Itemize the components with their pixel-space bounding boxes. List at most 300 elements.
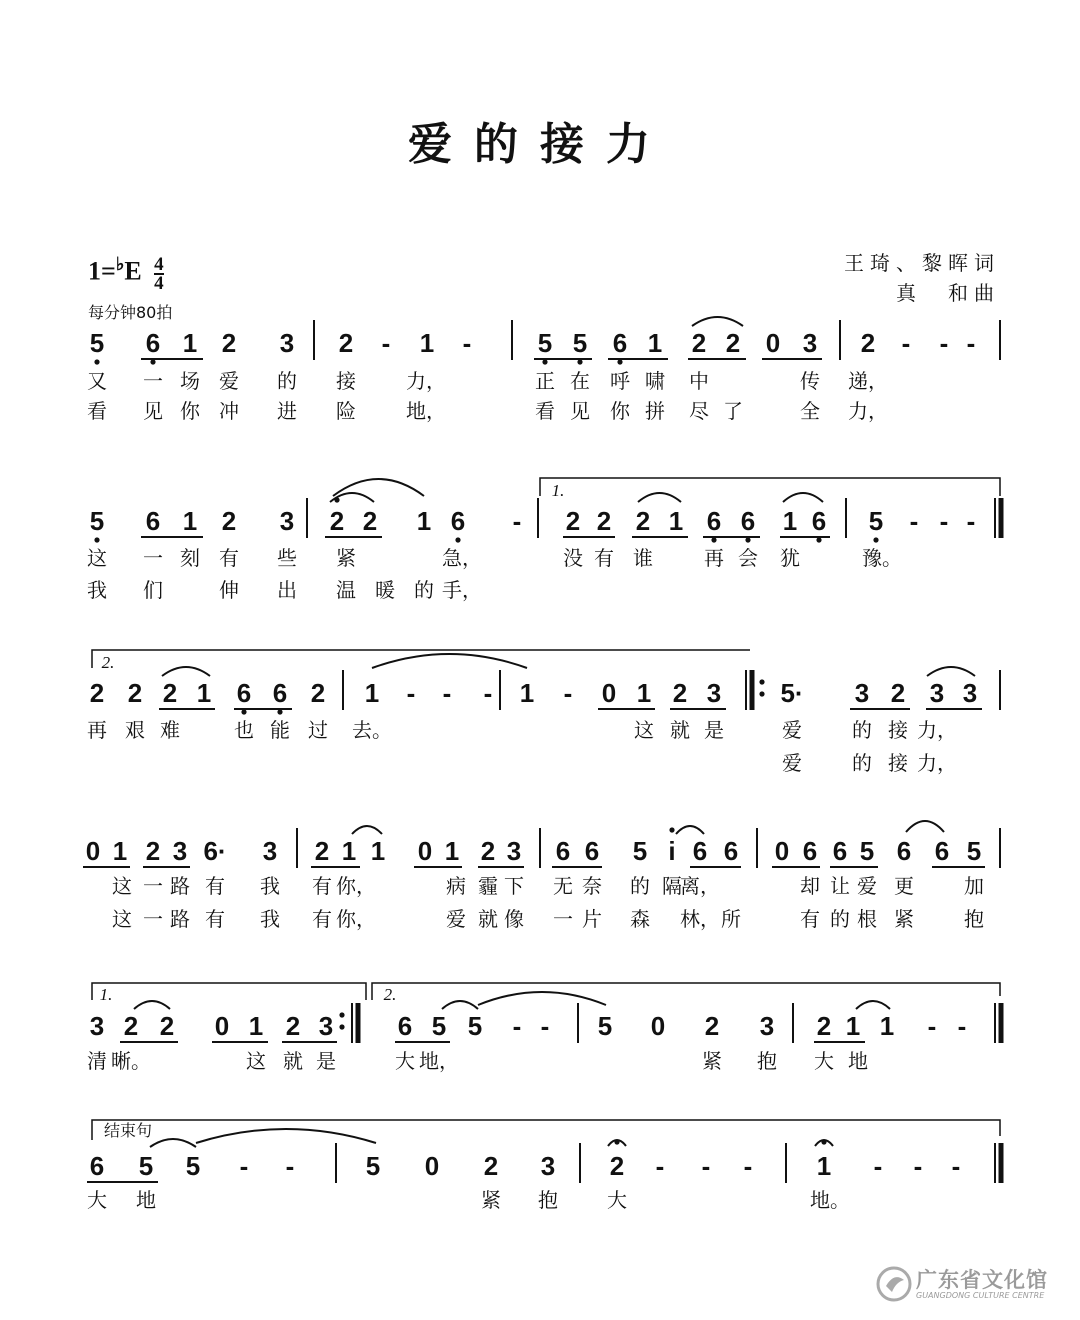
lyric-verse2: 的 — [852, 751, 872, 775]
sys5-note: - — [540, 1011, 550, 1041]
sys2-note: 2 — [635, 506, 651, 536]
lyric-verse1: 无 — [553, 874, 573, 898]
lyric-verse2: 温 — [336, 578, 356, 602]
lyric-verse1: 霾 — [478, 874, 498, 898]
lyric-verse2: 爱 — [446, 907, 466, 931]
volta-label-1: 1. — [551, 481, 565, 500]
lyric-verse2: 的 — [830, 907, 850, 931]
lyric-verse1: 再 — [87, 718, 107, 742]
sys1-note: 6 — [612, 328, 628, 358]
song-title: 爱的接力 — [408, 119, 672, 170]
sys4-note: 2 — [145, 836, 161, 866]
sys2-note: - — [966, 506, 976, 536]
lyric-verse1: 奈 — [582, 874, 602, 898]
lyric-verse1: 难 — [160, 718, 180, 742]
sys2-note: 5 — [89, 506, 105, 536]
lyric-verse2: 森 — [630, 907, 650, 931]
sys5-note: 3 — [318, 1011, 334, 1041]
sys2-note: 1 — [416, 506, 432, 536]
lyric-verse1: 啸 — [645, 369, 665, 393]
sys4-note: 3 — [262, 836, 278, 866]
lyric-verse1: 你， — [336, 874, 376, 898]
lyric-verse1: 力， — [917, 718, 957, 742]
lyric-verse1: 大 — [814, 1049, 834, 1073]
sys1-note: 1 — [182, 328, 198, 358]
lyric-verse2: 们 — [143, 578, 163, 602]
time-numerator: 4 — [154, 253, 164, 275]
sys6-note: 2 — [483, 1151, 499, 1181]
flat-sign: ♭ — [115, 254, 125, 274]
lyric-verse2: 我 — [260, 907, 280, 931]
lyric-verse1: 会 — [738, 546, 758, 570]
lyric-verse1: 是 — [316, 1049, 336, 1073]
sys4-note: 3 — [506, 836, 522, 866]
slur — [162, 667, 210, 676]
sys2-note: 1 — [668, 506, 684, 536]
sys3-note: 3 — [854, 678, 870, 708]
sys4-note: 6· — [203, 836, 227, 866]
sys3-note: 2 — [672, 678, 688, 708]
sys2-note: - — [909, 506, 919, 536]
watermark-text: 广东省文化馆 — [916, 1268, 1048, 1292]
lyric-verse1: 病 — [446, 874, 466, 898]
sys3-note: 1 — [196, 678, 212, 708]
lyric-verse1: 能 — [270, 718, 290, 742]
volta-label-2: 2. — [101, 653, 115, 672]
octave-dot — [94, 359, 99, 364]
lyric-verse1: 的 — [277, 369, 297, 393]
lyric-verse1: 一 — [143, 369, 163, 393]
sys3-note: 6 — [236, 678, 252, 708]
lyric-verse1: 正 — [535, 369, 555, 393]
sys5-note: 1 — [879, 1011, 895, 1041]
sys4-note: i — [668, 836, 676, 866]
sys4-note: 2 — [480, 836, 496, 866]
lyric-verse2: 有 — [205, 907, 225, 931]
sys2-note: 2 — [221, 506, 237, 536]
octave-dot — [669, 827, 674, 832]
lyric-verse2: 一 — [553, 907, 573, 931]
lyric-verse1: 离， — [680, 874, 720, 898]
sys2-note: 5 — [868, 506, 884, 536]
sys3-note: 2 — [127, 678, 143, 708]
lyric-verse2: 出 — [277, 578, 297, 602]
sys5-note: 0 — [214, 1011, 230, 1041]
sys3-note: 0 — [601, 678, 617, 708]
lyric-verse2: 见 — [570, 399, 590, 423]
sys4-note: 1 — [370, 836, 386, 866]
fermata-dot — [821, 1139, 826, 1144]
lyric-verse1: 这 — [634, 718, 654, 742]
sys1-note: 5 — [537, 328, 553, 358]
lyric-verse2: 根 — [857, 907, 877, 931]
sys4-note: 6 — [692, 836, 708, 866]
lyric-verse1: 去。 — [352, 718, 392, 742]
sys4-note: 6 — [896, 836, 912, 866]
sys5-note: 1 — [248, 1011, 264, 1041]
sys5-note: 1 — [845, 1011, 861, 1041]
lyric-verse1: 大 — [87, 1188, 107, 1212]
slur — [783, 493, 823, 502]
sys5-note: 3 — [89, 1011, 105, 1041]
sys3-note: - — [483, 678, 493, 708]
octave-dot — [94, 537, 99, 542]
lyric-verse2: 路 — [170, 907, 190, 931]
sys2-note: 6 — [740, 506, 756, 536]
sys1-note: - — [462, 328, 472, 358]
lyric-verse1: 爱 — [857, 874, 877, 898]
sys5-note: 2 — [816, 1011, 832, 1041]
slur — [442, 1001, 478, 1009]
octave-dot — [617, 359, 622, 364]
lyric-verse2: 冲 — [219, 399, 239, 423]
volta-bracket-4 — [372, 983, 1000, 1000]
lyric-verse1: 有 — [219, 546, 239, 570]
lyric-verse1: 紧 — [336, 546, 356, 570]
sys2-note: 6 — [450, 506, 466, 536]
sys4-note: 0 — [417, 836, 433, 866]
lyric-verse2: 全 — [800, 399, 820, 423]
sys1-note: 3 — [802, 328, 818, 358]
sys4-note: 6 — [934, 836, 950, 866]
lyric-verse2: 我 — [87, 578, 107, 602]
fermata-dot — [614, 1139, 619, 1144]
lyric-verse1: 有 — [594, 546, 614, 570]
lyric-verse1: 大 — [607, 1188, 627, 1212]
sys1-note: 2 — [860, 328, 876, 358]
lyric-verse1: 刻 — [180, 546, 200, 570]
lyric-verse2: 爱 — [782, 751, 802, 775]
sys1-note: - — [939, 328, 949, 358]
lyric-verse1: 加 — [964, 874, 984, 898]
sys4-note: 5 — [632, 836, 648, 866]
sys3-note: 2 — [162, 678, 178, 708]
sys3-note: - — [442, 678, 452, 708]
lyric-verse1: 我 — [260, 874, 280, 898]
coda-bracket — [92, 1120, 1000, 1140]
lyric-verse2: 紧 — [894, 907, 914, 931]
octave-dot — [816, 537, 821, 542]
repeat-dot — [339, 1012, 344, 1017]
octave-dot — [542, 359, 547, 364]
lyric-verse1: 一 — [143, 546, 163, 570]
sys2-note: 1 — [182, 506, 198, 536]
sys1-note: 1 — [419, 328, 435, 358]
sys2-note: - — [939, 506, 949, 536]
sys2-note: 2 — [329, 506, 345, 536]
octave-dot — [711, 537, 716, 542]
sys3-note: 1 — [364, 678, 380, 708]
logo-icon — [874, 1264, 914, 1304]
slur — [478, 992, 606, 1005]
lyric-verse1: 这 — [246, 1049, 266, 1073]
sys4-note: 6 — [802, 836, 818, 866]
lyric-verse1: 地， — [419, 1049, 459, 1073]
sys3-note: 2 — [310, 678, 326, 708]
octave-dot — [577, 359, 582, 364]
lyric-verse2: 接 — [888, 751, 908, 775]
sys2-note: 1 — [782, 506, 798, 536]
slur — [692, 317, 743, 326]
sys4-note: 0 — [85, 836, 101, 866]
slur — [676, 826, 704, 834]
sys4-note: 1 — [444, 836, 460, 866]
sys1-note: 2 — [338, 328, 354, 358]
lyric-verse2: 抱 — [964, 907, 984, 931]
lyric-verse1: 这 — [112, 874, 132, 898]
lyric-verse1: 紧 — [481, 1188, 501, 1212]
lyric-verse1: 就 — [670, 718, 690, 742]
lyric-verse1: 大 — [395, 1049, 415, 1073]
sys1-note: 2 — [725, 328, 741, 358]
sys1-note: 5 — [572, 328, 588, 358]
lyric-verse2: 有 — [312, 907, 332, 931]
slur — [196, 1129, 376, 1143]
lyric-verse1: 爱 — [219, 369, 239, 393]
sys5-note: 3 — [759, 1011, 775, 1041]
sys4-note: 6 — [723, 836, 739, 866]
lyric-verse2: 尽 — [689, 399, 709, 423]
sys2-note: 6 — [811, 506, 827, 536]
sys4-note: 5 — [859, 836, 875, 866]
sys3-note: - — [563, 678, 573, 708]
lyric-verse2: 进 — [277, 399, 297, 423]
lyric-verse2: 所 — [721, 907, 741, 931]
sys3-note: 3 — [962, 678, 978, 708]
sys5-note: - — [512, 1011, 522, 1041]
lyric-verse1: 让 — [830, 874, 850, 898]
lyric-verse2: 手， — [442, 578, 482, 602]
sys3-note: 5· — [780, 678, 804, 708]
sys4-note: 6 — [555, 836, 571, 866]
sys6-note: - — [285, 1151, 295, 1181]
slur — [856, 1001, 890, 1009]
sys5-note: 0 — [650, 1011, 666, 1041]
watermark-logo — [872, 1260, 1072, 1310]
sys1-note: - — [901, 328, 911, 358]
sys5-note: - — [927, 1011, 937, 1041]
lyric-verse1: 有 — [312, 874, 332, 898]
sys1-note: 2 — [691, 328, 707, 358]
lyric-verse1: 些 — [277, 546, 297, 570]
slur — [352, 826, 382, 834]
lyric-verse1: 力， — [406, 369, 446, 393]
lyric-verse2: 这 — [112, 907, 132, 931]
sys2-note: 2 — [596, 506, 612, 536]
sys3-note: 3 — [706, 678, 722, 708]
sys1-note: 0 — [765, 328, 781, 358]
lyric-verse1: 又 — [87, 369, 107, 393]
lyric-verse1: 路 — [170, 874, 190, 898]
lyric-verse1: 犹 — [780, 546, 800, 570]
lyric-verse1: 一 — [143, 874, 163, 898]
slur — [134, 1001, 170, 1009]
sys6-note: - — [951, 1151, 961, 1181]
composer: 真 和曲 — [896, 281, 1000, 305]
sys3-note: 2 — [890, 678, 906, 708]
sys6-note: 1 — [816, 1151, 832, 1181]
lyric-verse1: 清 — [87, 1049, 107, 1073]
sys5-note: 2 — [704, 1011, 720, 1041]
lyric-verse2: 见 — [143, 399, 163, 423]
sys1-note: 2 — [221, 328, 237, 358]
sys5-note: 5 — [467, 1011, 483, 1041]
lyric-verse1: 抱 — [538, 1188, 558, 1212]
sys3-note: 2 — [89, 678, 105, 708]
sys6-note: 3 — [540, 1151, 556, 1181]
lyric-verse1: 地。 — [810, 1188, 850, 1212]
sys4-note: 6 — [584, 836, 600, 866]
lyric-verse2: 力， — [917, 751, 957, 775]
sys6-note: 2 — [609, 1151, 625, 1181]
lyric-verse1: 隔 — [662, 874, 682, 898]
slur — [906, 821, 944, 832]
lyric-verse1: 递， — [848, 369, 888, 393]
repeat-dot — [759, 679, 764, 684]
sys6-note: 0 — [424, 1151, 440, 1181]
lyric-verse1: 中 — [689, 369, 709, 393]
lyricist: 王琦、黎晖词 — [844, 251, 1000, 275]
sys2-note: 2 — [565, 506, 581, 536]
lyric-verse1: 却 — [800, 874, 820, 898]
volta-bracket-3 — [92, 983, 366, 1000]
sys3-note: 1 — [636, 678, 652, 708]
lyric-verse1: 豫。 — [862, 546, 902, 570]
sys4-note: 1 — [112, 836, 128, 866]
slur — [372, 654, 527, 668]
sys1-note: 3 — [279, 328, 295, 358]
lyric-verse1: 爱 — [782, 718, 802, 742]
lyric-verse2: 看 — [87, 399, 107, 423]
volta-bracket-1 — [540, 478, 1000, 496]
lyric-verse1: 地 — [848, 1049, 868, 1073]
repeat-dot — [339, 1024, 344, 1029]
sys5-note: 5 — [431, 1011, 447, 1041]
lyric-verse1: 是 — [704, 718, 724, 742]
sys2-note: 6 — [706, 506, 722, 536]
lyric-verse2: 一 — [143, 907, 163, 931]
key-tonic: E — [124, 256, 142, 286]
lyric-verse1: 地 — [136, 1188, 156, 1212]
lyric-verse1: 在 — [570, 369, 590, 393]
lyric-verse1: 艰 — [125, 718, 145, 742]
lyric-verse1: 场 — [180, 369, 200, 393]
key-prefix: 1= — [88, 256, 116, 286]
lyric-verse2: 伸 — [219, 578, 239, 602]
lyric-verse1: 晰。 — [111, 1049, 151, 1073]
sys2-note: 2 — [362, 506, 378, 536]
sys6-note: - — [655, 1151, 665, 1181]
sys3-note: 1 — [519, 678, 535, 708]
slur — [638, 493, 681, 502]
sys2-note: 6 — [145, 506, 161, 536]
sys3-note: 6 — [272, 678, 288, 708]
lyric-verse1: 急， — [442, 546, 482, 570]
sys6-note: 5 — [138, 1151, 154, 1181]
lyric-verse1: 更 — [894, 874, 914, 898]
sys5-note: 2 — [285, 1011, 301, 1041]
lyric-verse2: 地， — [406, 399, 446, 423]
octave-dot — [241, 709, 246, 714]
sys6-note: - — [239, 1151, 249, 1181]
tempo-marking: 每分钟80拍 — [88, 303, 173, 322]
sys6-note: 5 — [185, 1151, 201, 1181]
sys4-note: 1 — [341, 836, 357, 866]
lyric-verse2: 的 — [414, 578, 434, 602]
sys1-note: - — [966, 328, 976, 358]
sys5-note: 5 — [597, 1011, 613, 1041]
lyric-verse1: 也 — [234, 718, 254, 742]
lyric-verse1: 谁 — [633, 546, 653, 570]
sys6-note: - — [873, 1151, 883, 1181]
lyric-verse2: 险 — [336, 399, 356, 423]
octave-dot — [873, 537, 878, 542]
sys4-note: 6 — [832, 836, 848, 866]
lyric-verse2: 拼 — [645, 399, 665, 423]
lyric-verse2: 你 — [610, 399, 630, 423]
octave-dot — [150, 359, 155, 364]
lyric-verse1: 紧 — [702, 1049, 722, 1073]
lyric-verse2: 有 — [800, 907, 820, 931]
sys3-note: - — [406, 678, 416, 708]
lyric-verse1: 的 — [630, 874, 650, 898]
lyric-verse1: 没 — [563, 546, 583, 570]
sys2-note: 3 — [279, 506, 295, 536]
coda-label: 结束句 — [103, 1121, 153, 1140]
sys6-note: 5 — [365, 1151, 381, 1181]
sys1-note: 1 — [647, 328, 663, 358]
sys6-note: - — [743, 1151, 753, 1181]
lyric-verse1: 下 — [504, 874, 524, 898]
sys4-note: 3 — [172, 836, 188, 866]
lyric-verse1: 传 — [800, 369, 820, 393]
lyric-verse2: 像 — [504, 907, 524, 931]
lyric-verse2: 看 — [535, 399, 555, 423]
volta-bracket-2 — [92, 650, 750, 668]
octave-dot — [277, 709, 282, 714]
volta-label-2: 2. — [383, 985, 397, 1004]
lyric-verse1: 有 — [205, 874, 225, 898]
lyric-verse2: 就 — [478, 907, 498, 931]
lyric-verse2: 你， — [336, 907, 376, 931]
lyric-verse2: 林， — [680, 907, 720, 931]
sys5-note: 2 — [123, 1011, 139, 1041]
sys4-note: 0 — [774, 836, 790, 866]
repeat-dot — [759, 691, 764, 696]
sys6-note: - — [913, 1151, 923, 1181]
lyric-verse1: 接 — [888, 718, 908, 742]
lyric-verse1: 的 — [852, 718, 872, 742]
lyric-verse2: 片 — [582, 907, 602, 931]
volta-label-1: 1. — [99, 985, 113, 1004]
lyric-verse1: 接 — [336, 369, 356, 393]
sys5-note: - — [957, 1011, 967, 1041]
lyric-verse2: 暖 — [375, 578, 395, 602]
lyric-verse1: 抱 — [757, 1049, 777, 1073]
lyric-verse2: 了 — [723, 399, 743, 423]
lyric-verse1: 再 — [704, 546, 724, 570]
lyric-verse1: 呼 — [610, 369, 630, 393]
sys3-note: 3 — [929, 678, 945, 708]
octave-dot — [745, 537, 750, 542]
octave-dot — [455, 537, 460, 542]
lyric-verse1: 过 — [308, 718, 328, 742]
sys4-note: 5 — [966, 836, 982, 866]
sys5-note: 2 — [159, 1011, 175, 1041]
lyric-verse2: 你 — [180, 399, 200, 423]
sys1-note: 6 — [145, 328, 161, 358]
sys6-note: 6 — [89, 1151, 105, 1181]
